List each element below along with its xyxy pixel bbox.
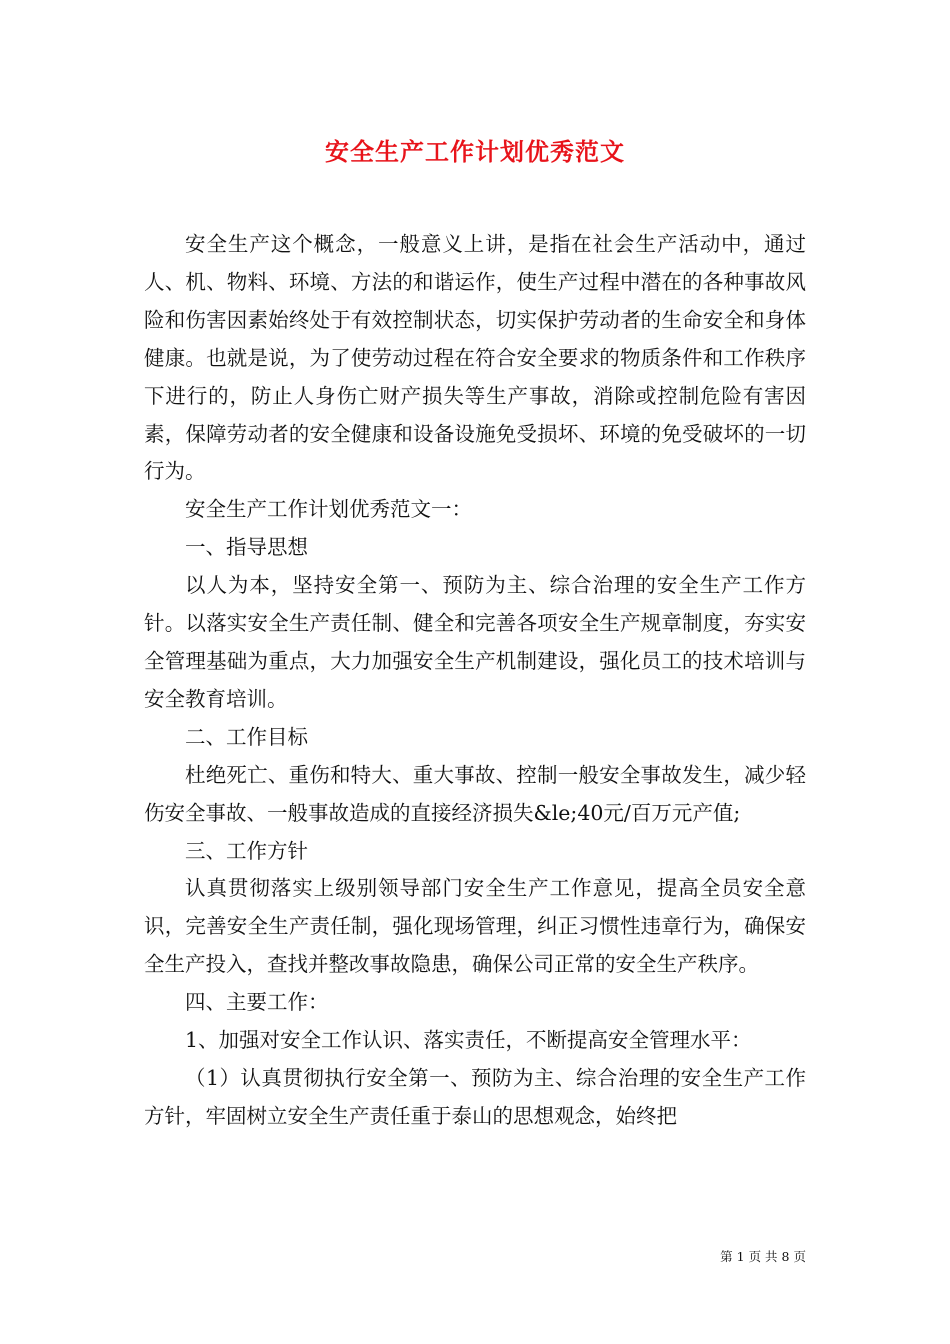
intro-paragraph: 安全生产这个概念，一般意义上讲，是指在社会生产活动中，通过人、机、物料、环境、方法的和谐运作，使生产过程中潜在的各种事故风险和伤害因素始终处于有效控制状态，切实保护劳动者的生命安全和身体健康。也就是说，为了使劳动过程在符合安全要求的物质条件和工作秩序下进行的，防止人身伤亡财产损失等生产事故，消除或控制危险有害因素，保障劳动者的安全健康和设备设施免受损坏、环境的免受破坏的一切行为。 <box>144 232 806 484</box>
paragraph-main-work-subitem-1: （1）认真贯彻执行安全第一、预防为主、综合治理的安全生产工作方针，牢固树立安全生产责任重于泰山的思想观念，始终把 <box>144 1065 806 1128</box>
heading-work-goals: 二、工作目标 <box>185 724 308 749</box>
document-body <box>144 226 806 1136</box>
footer-total-pages: 8 <box>781 1249 790 1264</box>
footer-suffix: 页 <box>793 1249 806 1264</box>
paragraph-work-goals: 杜绝死亡、重伤和特大、重大事故、控制一般安全事故发生，减少轻伤安全事故、一般事故造成的直接经济损失&le;40元/百万元产值; <box>144 762 806 825</box>
section-label-example-one: 安全生产工作计划优秀范文一： <box>185 497 472 522</box>
page-footer <box>0 1247 806 1265</box>
heading-main-work: 四、主要工作： <box>185 990 329 1015</box>
document-title: 安全生产工作计划优秀范文 <box>325 137 625 166</box>
footer-current-page: 1 <box>736 1249 745 1264</box>
paragraph-main-work-item-1: 1、加强对安全工作认识、落实责任，不断提高安全管理水平： <box>185 1028 752 1053</box>
heading-work-policy: 三、工作方针 <box>185 838 308 863</box>
paragraph-work-policy: 认真贯彻落实上级别领导部门安全生产工作意见，提高全员安全意识，完善安全生产责任制，强化现场管理，纠正习惯性违章行为，确保安全生产投入，查找并整改事故隐患，确保公司正常的安全生产秩序。 <box>144 876 806 977</box>
heading-guiding-ideology: 一、指导思想 <box>185 535 308 560</box>
footer-middle: 页 共 <box>748 1249 778 1264</box>
paragraph-guiding-ideology: 以人为本，坚持安全第一、预防为主、综合治理的安全生产工作方针。以落实安全生产责任制、健全和完善各项安全生产规章制度，夯实安全管理基础为重点，大力加强安全生产机制建设，强化员工的技术培训与安全教育培训。 <box>144 573 806 711</box>
footer-prefix: 第 <box>720 1249 733 1264</box>
